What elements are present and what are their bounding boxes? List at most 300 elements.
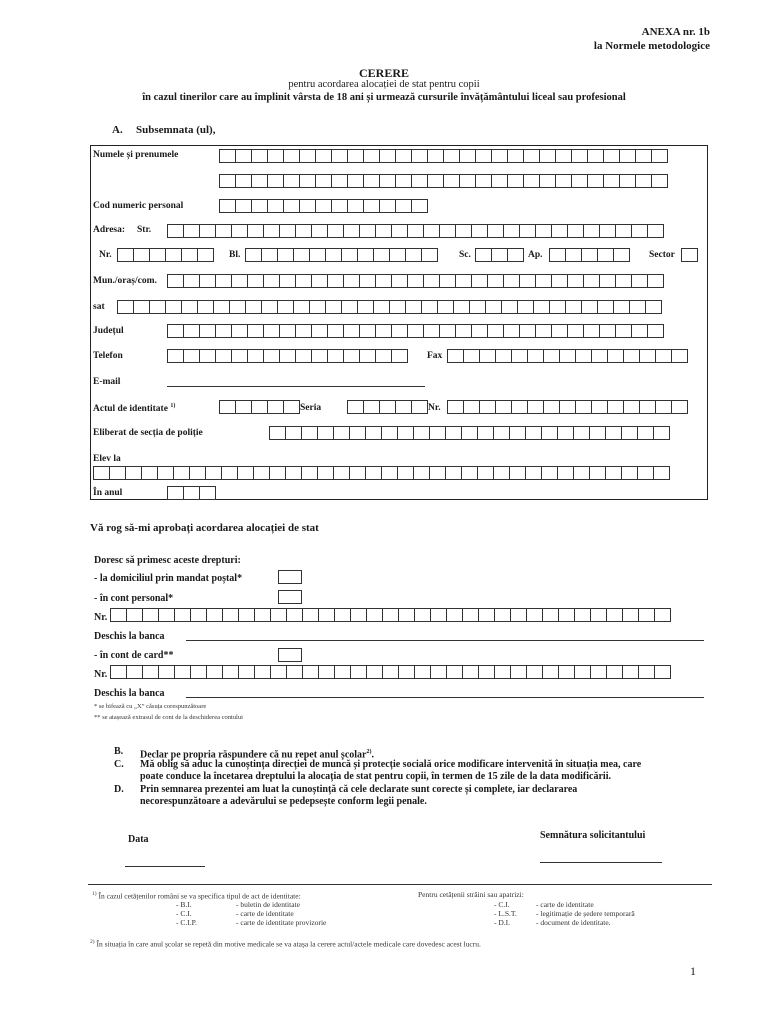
input-cell[interactable] — [493, 426, 510, 440]
input-cell[interactable] — [559, 349, 576, 363]
bank-field-2[interactable] — [186, 697, 704, 698]
input-cell[interactable] — [607, 349, 624, 363]
input-cell[interactable] — [479, 349, 496, 363]
input-cell[interactable] — [527, 349, 544, 363]
input-cell[interactable] — [447, 400, 464, 414]
input-cell[interactable] — [414, 608, 431, 622]
input-cell[interactable] — [407, 224, 424, 238]
input-cell[interactable] — [519, 224, 536, 238]
input-cell[interactable] — [277, 300, 294, 314]
input-cell[interactable] — [311, 274, 328, 288]
input-cell[interactable] — [309, 300, 326, 314]
input-cell[interactable] — [379, 149, 396, 163]
input-cell[interactable] — [565, 300, 582, 314]
input-cell[interactable] — [359, 324, 376, 338]
input-cell[interactable] — [471, 224, 488, 238]
input-cell[interactable] — [574, 665, 591, 679]
input-cell[interactable] — [621, 466, 638, 480]
input-cell[interactable] — [539, 149, 556, 163]
input-cell[interactable] — [525, 426, 542, 440]
input-cell[interactable] — [637, 426, 654, 440]
input-cell[interactable] — [299, 149, 316, 163]
input-cell[interactable] — [181, 300, 198, 314]
input-cell[interactable] — [221, 466, 238, 480]
input-cell[interactable] — [317, 426, 334, 440]
input-cell[interactable] — [334, 608, 351, 622]
input-cell[interactable] — [381, 426, 398, 440]
block-cells[interactable] — [245, 248, 437, 262]
card-nr-cells[interactable] — [110, 665, 670, 679]
input-cell[interactable] — [318, 665, 335, 679]
input-cell[interactable] — [501, 300, 518, 314]
input-cell[interactable] — [167, 324, 184, 338]
input-cell[interactable] — [645, 300, 662, 314]
input-cell[interactable] — [557, 466, 574, 480]
input-cell[interactable] — [567, 274, 584, 288]
input-cell[interactable] — [382, 665, 399, 679]
input-cell[interactable] — [654, 665, 671, 679]
input-cell[interactable] — [311, 349, 328, 363]
input-cell[interactable] — [413, 426, 430, 440]
input-cell[interactable] — [110, 608, 127, 622]
input-cell[interactable] — [407, 274, 424, 288]
input-cell[interactable] — [309, 248, 326, 262]
input-cell[interactable] — [462, 665, 479, 679]
id-series-cells[interactable] — [347, 400, 427, 414]
issued-by-cells[interactable] — [269, 426, 669, 440]
input-cell[interactable] — [325, 300, 342, 314]
input-cell[interactable] — [573, 466, 590, 480]
fax-cells[interactable] — [447, 349, 687, 363]
input-cell[interactable] — [301, 466, 318, 480]
input-cell[interactable] — [535, 224, 552, 238]
input-cell[interactable] — [443, 174, 460, 188]
input-cell[interactable] — [283, 149, 300, 163]
input-cell[interactable] — [495, 349, 512, 363]
input-cell[interactable] — [574, 608, 591, 622]
input-cell[interactable] — [301, 426, 318, 440]
input-cell[interactable] — [463, 349, 480, 363]
staircase-cells[interactable] — [475, 248, 523, 262]
input-cell[interactable] — [359, 274, 376, 288]
input-cell[interactable] — [382, 608, 399, 622]
input-cell[interactable] — [511, 400, 528, 414]
input-cell[interactable] — [639, 400, 656, 414]
input-cell[interactable] — [317, 466, 334, 480]
input-cell[interactable] — [167, 274, 184, 288]
input-cell[interactable] — [478, 608, 495, 622]
input-cell[interactable] — [395, 174, 412, 188]
input-cell[interactable] — [285, 466, 302, 480]
input-cell[interactable] — [535, 274, 552, 288]
input-cell[interactable] — [507, 149, 524, 163]
input-cell[interactable] — [270, 608, 287, 622]
input-cell[interactable] — [215, 324, 232, 338]
input-cell[interactable] — [638, 608, 655, 622]
input-cell[interactable] — [567, 224, 584, 238]
input-cell[interactable] — [615, 274, 632, 288]
input-cell[interactable] — [215, 349, 232, 363]
input-cell[interactable] — [542, 608, 559, 622]
input-cell[interactable] — [199, 224, 216, 238]
input-cell[interactable] — [615, 224, 632, 238]
input-cell[interactable] — [635, 149, 652, 163]
input-cell[interactable] — [445, 426, 462, 440]
input-cell[interactable] — [583, 274, 600, 288]
input-cell[interactable] — [599, 324, 616, 338]
input-cell[interactable] — [551, 324, 568, 338]
input-cell[interactable] — [503, 324, 520, 338]
input-cell[interactable] — [381, 466, 398, 480]
input-cell[interactable] — [183, 324, 200, 338]
input-cell[interactable] — [365, 466, 382, 480]
input-cell[interactable] — [343, 324, 360, 338]
school-cells[interactable] — [93, 466, 669, 480]
input-cell[interactable] — [254, 665, 271, 679]
input-cell[interactable] — [439, 224, 456, 238]
input-cell[interactable] — [423, 224, 440, 238]
input-cell[interactable] — [517, 300, 534, 314]
input-cell[interactable] — [181, 248, 198, 262]
input-cell[interactable] — [455, 224, 472, 238]
input-cell[interactable] — [251, 199, 268, 213]
input-cell[interactable] — [571, 149, 588, 163]
input-cell[interactable] — [391, 274, 408, 288]
input-cell[interactable] — [493, 466, 510, 480]
input-cell[interactable] — [261, 248, 278, 262]
input-cell[interactable] — [299, 199, 316, 213]
input-cell[interactable] — [599, 274, 616, 288]
input-cell[interactable] — [165, 248, 182, 262]
input-cell[interactable] — [471, 274, 488, 288]
input-cell[interactable] — [311, 324, 328, 338]
input-cell[interactable] — [533, 300, 550, 314]
input-cell[interactable] — [583, 324, 600, 338]
input-cell[interactable] — [591, 349, 608, 363]
input-cell[interactable] — [263, 274, 280, 288]
input-cell[interactable] — [653, 466, 670, 480]
input-cell[interactable] — [315, 174, 332, 188]
input-cell[interactable] — [523, 149, 540, 163]
input-cell[interactable] — [558, 665, 575, 679]
input-cell[interactable] — [302, 608, 319, 622]
input-cell[interactable] — [654, 608, 671, 622]
input-cell[interactable] — [421, 300, 438, 314]
input-cell[interactable] — [299, 174, 316, 188]
input-cell[interactable] — [373, 300, 390, 314]
input-cell[interactable] — [455, 324, 472, 338]
postal-checkbox[interactable] — [278, 570, 302, 584]
input-cell[interactable] — [445, 466, 462, 480]
input-cell[interactable] — [167, 224, 184, 238]
input-cell[interactable] — [621, 426, 638, 440]
bank-field-1[interactable] — [186, 640, 704, 641]
input-cell[interactable] — [331, 199, 348, 213]
input-cell[interactable] — [219, 400, 236, 414]
input-cell[interactable] — [511, 349, 528, 363]
input-cell[interactable] — [638, 665, 655, 679]
year-cells[interactable] — [167, 486, 215, 500]
input-cell[interactable] — [327, 349, 344, 363]
input-cell[interactable] — [295, 324, 312, 338]
input-cell[interactable] — [637, 466, 654, 480]
input-cell[interactable] — [587, 149, 604, 163]
input-cell[interactable] — [430, 608, 447, 622]
input-cell[interactable] — [93, 466, 110, 480]
input-cell[interactable] — [315, 149, 332, 163]
date-field[interactable] — [125, 866, 205, 867]
input-cell[interactable] — [183, 486, 200, 500]
input-cell[interactable] — [469, 300, 486, 314]
input-cell[interactable] — [631, 224, 648, 238]
input-cell[interactable] — [478, 665, 495, 679]
input-cell[interactable] — [359, 224, 376, 238]
input-cell[interactable] — [507, 174, 524, 188]
input-cell[interactable] — [247, 349, 264, 363]
input-cell[interactable] — [125, 466, 142, 480]
input-cell[interactable] — [142, 608, 159, 622]
input-cell[interactable] — [251, 400, 268, 414]
input-cell[interactable] — [199, 486, 216, 500]
input-cell[interactable] — [219, 199, 236, 213]
input-cell[interactable] — [267, 174, 284, 188]
input-cell[interactable] — [453, 300, 470, 314]
input-cell[interactable] — [606, 665, 623, 679]
input-cell[interactable] — [199, 349, 216, 363]
input-cell[interactable] — [413, 466, 430, 480]
input-cell[interactable] — [475, 174, 492, 188]
input-cell[interactable] — [631, 274, 648, 288]
input-cell[interactable] — [519, 274, 536, 288]
input-cell[interactable] — [133, 248, 150, 262]
input-cell[interactable] — [559, 400, 576, 414]
input-cell[interactable] — [311, 224, 328, 238]
id-document-cells[interactable] — [219, 400, 299, 414]
input-cell[interactable] — [363, 199, 380, 213]
input-cell[interactable] — [167, 349, 184, 363]
input-cell[interactable] — [157, 466, 174, 480]
email-field[interactable] — [167, 386, 425, 387]
input-cell[interactable] — [557, 426, 574, 440]
input-cell[interactable] — [283, 174, 300, 188]
id-number-cells[interactable] — [447, 400, 687, 414]
input-cell[interactable] — [235, 199, 252, 213]
input-cell[interactable] — [197, 300, 214, 314]
input-cell[interactable] — [487, 274, 504, 288]
input-cell[interactable] — [270, 665, 287, 679]
input-cell[interactable] — [575, 400, 592, 414]
input-cell[interactable] — [619, 174, 636, 188]
input-cell[interactable] — [331, 149, 348, 163]
input-cell[interactable] — [167, 486, 184, 500]
input-cell[interactable] — [535, 324, 552, 338]
input-cell[interactable] — [603, 149, 620, 163]
input-cell[interactable] — [551, 224, 568, 238]
input-cell[interactable] — [587, 174, 604, 188]
input-cell[interactable] — [543, 349, 560, 363]
input-cell[interactable] — [565, 248, 582, 262]
input-cell[interactable] — [231, 324, 248, 338]
input-cell[interactable] — [295, 224, 312, 238]
input-cell[interactable] — [343, 274, 360, 288]
input-cell[interactable] — [286, 608, 303, 622]
input-cell[interactable] — [639, 349, 656, 363]
input-cell[interactable] — [647, 224, 664, 238]
input-cell[interactable] — [477, 426, 494, 440]
input-cell[interactable] — [549, 300, 566, 314]
input-cell[interactable] — [158, 608, 175, 622]
input-cell[interactable] — [341, 248, 358, 262]
input-cell[interactable] — [589, 426, 606, 440]
input-cell[interactable] — [439, 324, 456, 338]
personal-account-checkbox[interactable] — [278, 590, 302, 604]
phone-cells[interactable] — [167, 349, 407, 363]
input-cell[interactable] — [389, 248, 406, 262]
input-cell[interactable] — [261, 300, 278, 314]
input-cell[interactable] — [173, 466, 190, 480]
input-cell[interactable] — [215, 274, 232, 288]
input-cell[interactable] — [455, 274, 472, 288]
input-cell[interactable] — [245, 248, 262, 262]
village-cells[interactable] — [117, 300, 661, 314]
input-cell[interactable] — [487, 224, 504, 238]
input-cell[interactable] — [575, 349, 592, 363]
input-cell[interactable] — [363, 400, 380, 414]
input-cell[interactable] — [334, 665, 351, 679]
input-cell[interactable] — [573, 426, 590, 440]
input-cell[interactable] — [141, 466, 158, 480]
input-cell[interactable] — [283, 400, 300, 414]
input-cell[interactable] — [507, 248, 524, 262]
input-cell[interactable] — [671, 349, 688, 363]
input-cell[interactable] — [247, 224, 264, 238]
input-cell[interactable] — [487, 324, 504, 338]
input-cell[interactable] — [567, 324, 584, 338]
input-cell[interactable] — [651, 149, 668, 163]
input-cell[interactable] — [318, 608, 335, 622]
input-cell[interactable] — [539, 174, 556, 188]
input-cell[interactable] — [183, 274, 200, 288]
input-cell[interactable] — [597, 248, 614, 262]
input-cell[interactable] — [267, 400, 284, 414]
input-cell[interactable] — [222, 608, 239, 622]
input-cell[interactable] — [527, 400, 544, 414]
input-cell[interactable] — [366, 665, 383, 679]
input-cell[interactable] — [375, 324, 392, 338]
input-cell[interactable] — [199, 274, 216, 288]
account-nr-cells[interactable] — [110, 608, 670, 622]
input-cell[interactable] — [333, 466, 350, 480]
input-cell[interactable] — [375, 274, 392, 288]
input-cell[interactable] — [325, 248, 342, 262]
input-cell[interactable] — [149, 248, 166, 262]
input-cell[interactable] — [327, 224, 344, 238]
input-cell[interactable] — [254, 608, 271, 622]
input-cell[interactable] — [423, 274, 440, 288]
input-cell[interactable] — [375, 224, 392, 238]
input-cell[interactable] — [651, 174, 668, 188]
input-cell[interactable] — [443, 149, 460, 163]
input-cell[interactable] — [605, 466, 622, 480]
input-cell[interactable] — [671, 400, 688, 414]
input-cell[interactable] — [591, 400, 608, 414]
input-cell[interactable] — [251, 174, 268, 188]
input-cell[interactable] — [253, 466, 270, 480]
input-cell[interactable] — [174, 608, 191, 622]
input-cell[interactable] — [655, 400, 672, 414]
input-cell[interactable] — [341, 300, 358, 314]
input-cell[interactable] — [622, 665, 639, 679]
input-cell[interactable] — [331, 174, 348, 188]
input-cell[interactable] — [295, 349, 312, 363]
input-cell[interactable] — [509, 426, 526, 440]
sector-cells[interactable] — [681, 248, 697, 262]
input-cell[interactable] — [414, 665, 431, 679]
input-cell[interactable] — [245, 300, 262, 314]
input-cell[interactable] — [411, 174, 428, 188]
input-cell[interactable] — [379, 174, 396, 188]
input-cell[interactable] — [219, 174, 236, 188]
input-cell[interactable] — [183, 349, 200, 363]
input-cell[interactable] — [126, 665, 143, 679]
input-cell[interactable] — [391, 224, 408, 238]
input-cell[interactable] — [109, 466, 126, 480]
input-cell[interactable] — [398, 665, 415, 679]
input-cell[interactable] — [238, 608, 255, 622]
input-cell[interactable] — [459, 174, 476, 188]
input-cell[interactable] — [110, 665, 127, 679]
input-cell[interactable] — [231, 349, 248, 363]
input-cell[interactable] — [461, 426, 478, 440]
input-cell[interactable] — [629, 300, 646, 314]
input-cell[interactable] — [429, 426, 446, 440]
input-cell[interactable] — [523, 174, 540, 188]
input-cell[interactable] — [590, 665, 607, 679]
input-cell[interactable] — [477, 466, 494, 480]
input-cell[interactable] — [631, 324, 648, 338]
input-cell[interactable] — [589, 466, 606, 480]
input-cell[interactable] — [117, 300, 134, 314]
input-cell[interactable] — [462, 608, 479, 622]
input-cell[interactable] — [158, 665, 175, 679]
input-cell[interactable] — [293, 300, 310, 314]
input-cell[interactable] — [267, 199, 284, 213]
input-cell[interactable] — [475, 149, 492, 163]
input-cell[interactable] — [149, 300, 166, 314]
input-cell[interactable] — [357, 248, 374, 262]
input-cell[interactable] — [485, 300, 502, 314]
input-cell[interactable] — [190, 608, 207, 622]
input-cell[interactable] — [285, 426, 302, 440]
input-cell[interactable] — [555, 174, 572, 188]
input-cell[interactable] — [421, 248, 438, 262]
input-cell[interactable] — [543, 400, 560, 414]
input-cell[interactable] — [222, 665, 239, 679]
input-cell[interactable] — [277, 248, 294, 262]
input-cell[interactable] — [411, 149, 428, 163]
input-cell[interactable] — [229, 300, 246, 314]
input-cell[interactable] — [263, 349, 280, 363]
input-cell[interactable] — [219, 149, 236, 163]
input-cell[interactable] — [279, 349, 296, 363]
input-cell[interactable] — [555, 149, 572, 163]
input-cell[interactable] — [126, 608, 143, 622]
input-cell[interactable] — [279, 224, 296, 238]
input-cell[interactable] — [395, 400, 412, 414]
input-cell[interactable] — [526, 665, 543, 679]
input-cell[interactable] — [491, 248, 508, 262]
street-cells[interactable] — [167, 224, 663, 238]
